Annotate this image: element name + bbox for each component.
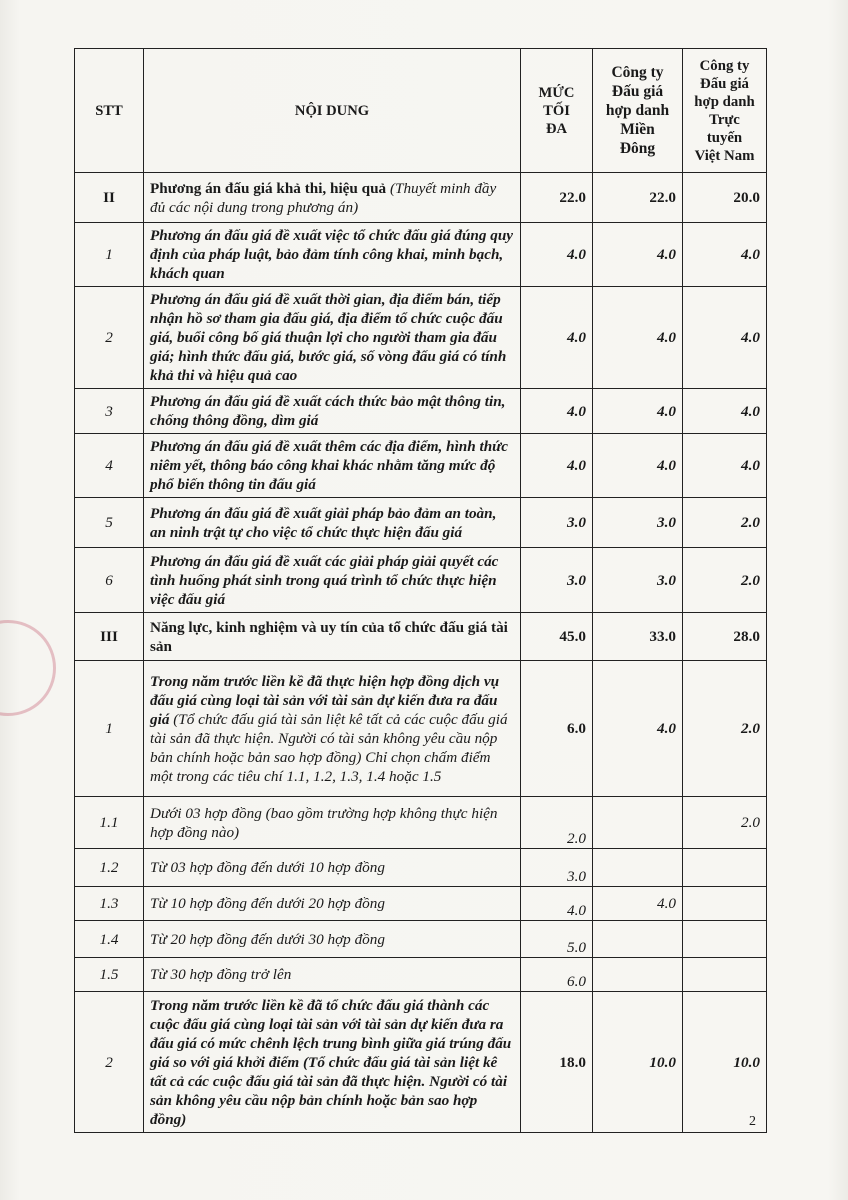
row-score-company-a: 3.0 [593, 548, 683, 613]
row-content: Dưới 03 hợp đồng (bao gồm trường hợp không thực hiện hợp đồng nào) [144, 797, 521, 849]
row-stt: 1 [75, 223, 144, 287]
row-max-score: 4.0 [521, 223, 593, 287]
row-score-company-a [593, 921, 683, 958]
row-content: Phương án đấu giá đề xuất các giải pháp giải quyết các tình huống phát sinh trong quá trình tổ chức thực hiện việc đấu giá [144, 548, 521, 613]
row-stt: 2 [75, 287, 144, 389]
row-content: Từ 30 hợp đồng trở lên [144, 958, 521, 992]
row-content: Từ 10 hợp đồng đến dưới 20 hợp đồng [144, 887, 521, 921]
row-content [144, 173, 521, 223]
row-stt: 1.2 [75, 849, 144, 887]
table-row [75, 434, 767, 498]
header-noi-dung: NỘI DUNG [144, 49, 521, 173]
row-stt: 5 [75, 498, 144, 548]
header-company-b [683, 49, 767, 173]
header-company-a-line: Công ty [611, 64, 664, 81]
row-score-company-b [683, 887, 767, 921]
header-company-b-line: Đấu giá [700, 75, 749, 92]
row-score-company-b: 2.0 [683, 661, 767, 797]
table-header-row [75, 49, 767, 173]
table-row [75, 992, 767, 1133]
row-max-score: 4.0 [521, 434, 593, 498]
header-company-a-line: Miền [620, 121, 655, 138]
row-max-score: 6.0 [521, 661, 593, 797]
row-score-company-a: 33.0 [593, 613, 683, 661]
row-content [144, 661, 521, 797]
row-score-company-a: 4.0 [593, 287, 683, 389]
row-score-company-b: 4.0 [683, 389, 767, 434]
row-content: Phương án đấu giá đề xuất thời gian, địa điểm bán, tiếp nhận hồ sơ tham gia đấu giá, địa điểm tổ chức cuộc đấu giá, buổi công bố giá thuận lợi cho người tham gia đấu giá; hình thức đấu giá, bước giá, số vòng đấu giá có tính khả thi và hiệu quả cao [144, 287, 521, 389]
table-row [75, 849, 767, 887]
row-content-bold-italic: Trong năm trước liền kề đã tổ chức đấu giá thành các cuộc đấu giá cùng loại tài sản với tài sản dự kiến đưa ra đấu giá có mức chênh lệch trung bình giữa giá trúng đấu giá so với giá khởi điểm [150, 996, 512, 1071]
row-max-score: 6.0 [521, 958, 593, 992]
header-company-a-line: Đấu giá [611, 83, 664, 100]
row-stt: 1 [75, 661, 144, 797]
row-score-company-a: 22.0 [593, 173, 683, 223]
header-company-b-line: Công ty [699, 57, 750, 74]
row-score-company-b: 4.0 [683, 287, 767, 389]
row-content: Phương án đấu giá đề xuất cách thức bảo mật thông tin, chống thông đồng, dìm giá [144, 389, 521, 434]
row-score-company-b [683, 921, 767, 958]
table-row [75, 921, 767, 958]
table-row [75, 887, 767, 921]
table-row [75, 548, 767, 613]
row-content: Từ 03 hợp đồng đến dưới 10 hợp đồng [144, 849, 521, 887]
row-score-company-a: 4.0 [593, 223, 683, 287]
header-company-a [593, 49, 683, 173]
header-company-b-line: hợp danh [694, 93, 755, 110]
row-stt: II [75, 173, 144, 223]
table-row [75, 797, 767, 849]
row-content: Phương án đấu giá đề xuất thêm các địa điểm, hình thức niêm yết, thông báo công khai khác nhằm tăng mức độ phổ biến thông tin đấu giá [144, 434, 521, 498]
row-score-company-b: 20.0 [683, 173, 767, 223]
table-row [75, 661, 767, 797]
row-content: Năng lực, kinh nghiệm và uy tín của tổ chức đấu giá tài sản [144, 613, 521, 661]
page-number: 2 [749, 1114, 756, 1129]
header-muc-toi-da-line: TỐI [543, 102, 570, 119]
row-score-company-b: 4.0 [683, 223, 767, 287]
table-row [75, 613, 767, 661]
row-max-score: 18.0 [521, 992, 593, 1133]
header-muc-toi-da [521, 49, 593, 173]
row-score-company-a: 4.0 [593, 661, 683, 797]
row-score-company-b: 2.0 [683, 797, 767, 849]
row-max-score: 4.0 [521, 389, 593, 434]
row-stt: 1.1 [75, 797, 144, 849]
header-stt: STT [75, 49, 144, 173]
row-content: Phương án đấu giá đề xuất việc tổ chức đấu giá đúng quy định của pháp luật, bảo đảm tính công khai, minh bạch, khách quan [144, 223, 521, 287]
row-content: Phương án đấu giá đề xuất giải pháp bảo đảm an toàn, an ninh trật tự cho việc tổ chức thực hiện đấu giá [144, 498, 521, 548]
row-score-company-b [683, 958, 767, 992]
row-score-company-b [683, 849, 767, 887]
row-content-italic: (Tổ chức đấu giá tài sản liệt kê tất cả các cuộc đấu giá tài sản đã thực hiện. Người có tài sản không yêu cầu nộp bản chính hoặc bản sao hợp đồng) [150, 1053, 508, 1128]
row-score-company-b: 28.0 [683, 613, 767, 661]
table-row [75, 287, 767, 389]
row-max-score: 3.0 [521, 548, 593, 613]
row-max-score: 2.0 [521, 797, 593, 849]
row-score-company-b: 2.0 [683, 498, 767, 548]
row-score-company-a: 4.0 [593, 434, 683, 498]
row-stt: 2 [75, 992, 144, 1133]
row-max-score: 3.0 [521, 498, 593, 548]
row-content-italic: (Thuyết minh đầy đủ các nội dung trong phương án) [150, 179, 497, 216]
row-stt: 4 [75, 434, 144, 498]
row-stt: 1.5 [75, 958, 144, 992]
row-stt: 1.4 [75, 921, 144, 958]
row-max-score: 4.0 [521, 887, 593, 921]
row-score-company-b: 4.0 [683, 434, 767, 498]
row-content: Từ 20 hợp đồng đến dưới 30 hợp đồng [144, 921, 521, 958]
header-company-b-line: Trực [709, 111, 740, 128]
row-content-italic: (Tổ chức đấu giá tài sản liệt kê tất cả các cuộc đấu giá tài sản đã thực hiện. Người có tài sản không yêu cầu nộp bản chính hoặc bản sao hợp đồng) Chỉ chọn chấm điểm một trong các tiêu chí 1.1, 1.2, 1.3, 1.4 hoặc 1.5 [150, 710, 508, 785]
row-score-company-a: 3.0 [593, 498, 683, 548]
scoring-table [74, 48, 767, 1133]
row-max-score: 4.0 [521, 287, 593, 389]
header-muc-toi-da-line: MỨC [538, 84, 575, 101]
row-score-company-a: 10.0 [593, 992, 683, 1133]
header-company-b-line: Việt Nam [694, 147, 755, 164]
row-content [144, 992, 521, 1133]
row-content-bold: Phương án đấu giá khả thi, hiệu quả [150, 179, 390, 197]
table-row [75, 498, 767, 548]
row-max-score: 3.0 [521, 849, 593, 887]
header-company-a-line: Đông [619, 140, 656, 157]
table-row [75, 389, 767, 434]
row-score-company-a [593, 849, 683, 887]
row-score-company-a [593, 958, 683, 992]
header-muc-toi-da-line: ĐA [545, 120, 568, 137]
table-row [75, 173, 767, 223]
row-stt: 6 [75, 548, 144, 613]
row-score-company-a: 4.0 [593, 389, 683, 434]
header-company-b-line: tuyến [706, 129, 743, 146]
header-company-a-line: hợp danh [605, 102, 670, 119]
row-score-company-b: 2.0 [683, 548, 767, 613]
table-row [75, 223, 767, 287]
row-stt: 3 [75, 389, 144, 434]
row-content-bold-italic: Trong năm trước liền kề đã thực hiện hợp đồng dịch vụ đấu giá cùng loại tài sản với tài sản dự kiến đưa ra đấu giá [150, 672, 500, 728]
row-score-company-a [593, 797, 683, 849]
row-max-score: 5.0 [521, 921, 593, 958]
row-stt: 1.3 [75, 887, 144, 921]
row-score-company-b: 10.0 [683, 992, 767, 1133]
row-stt: III [75, 613, 144, 661]
row-max-score: 45.0 [521, 613, 593, 661]
table-row [75, 958, 767, 992]
row-score-company-a: 4.0 [593, 887, 683, 921]
row-max-score: 22.0 [521, 173, 593, 223]
